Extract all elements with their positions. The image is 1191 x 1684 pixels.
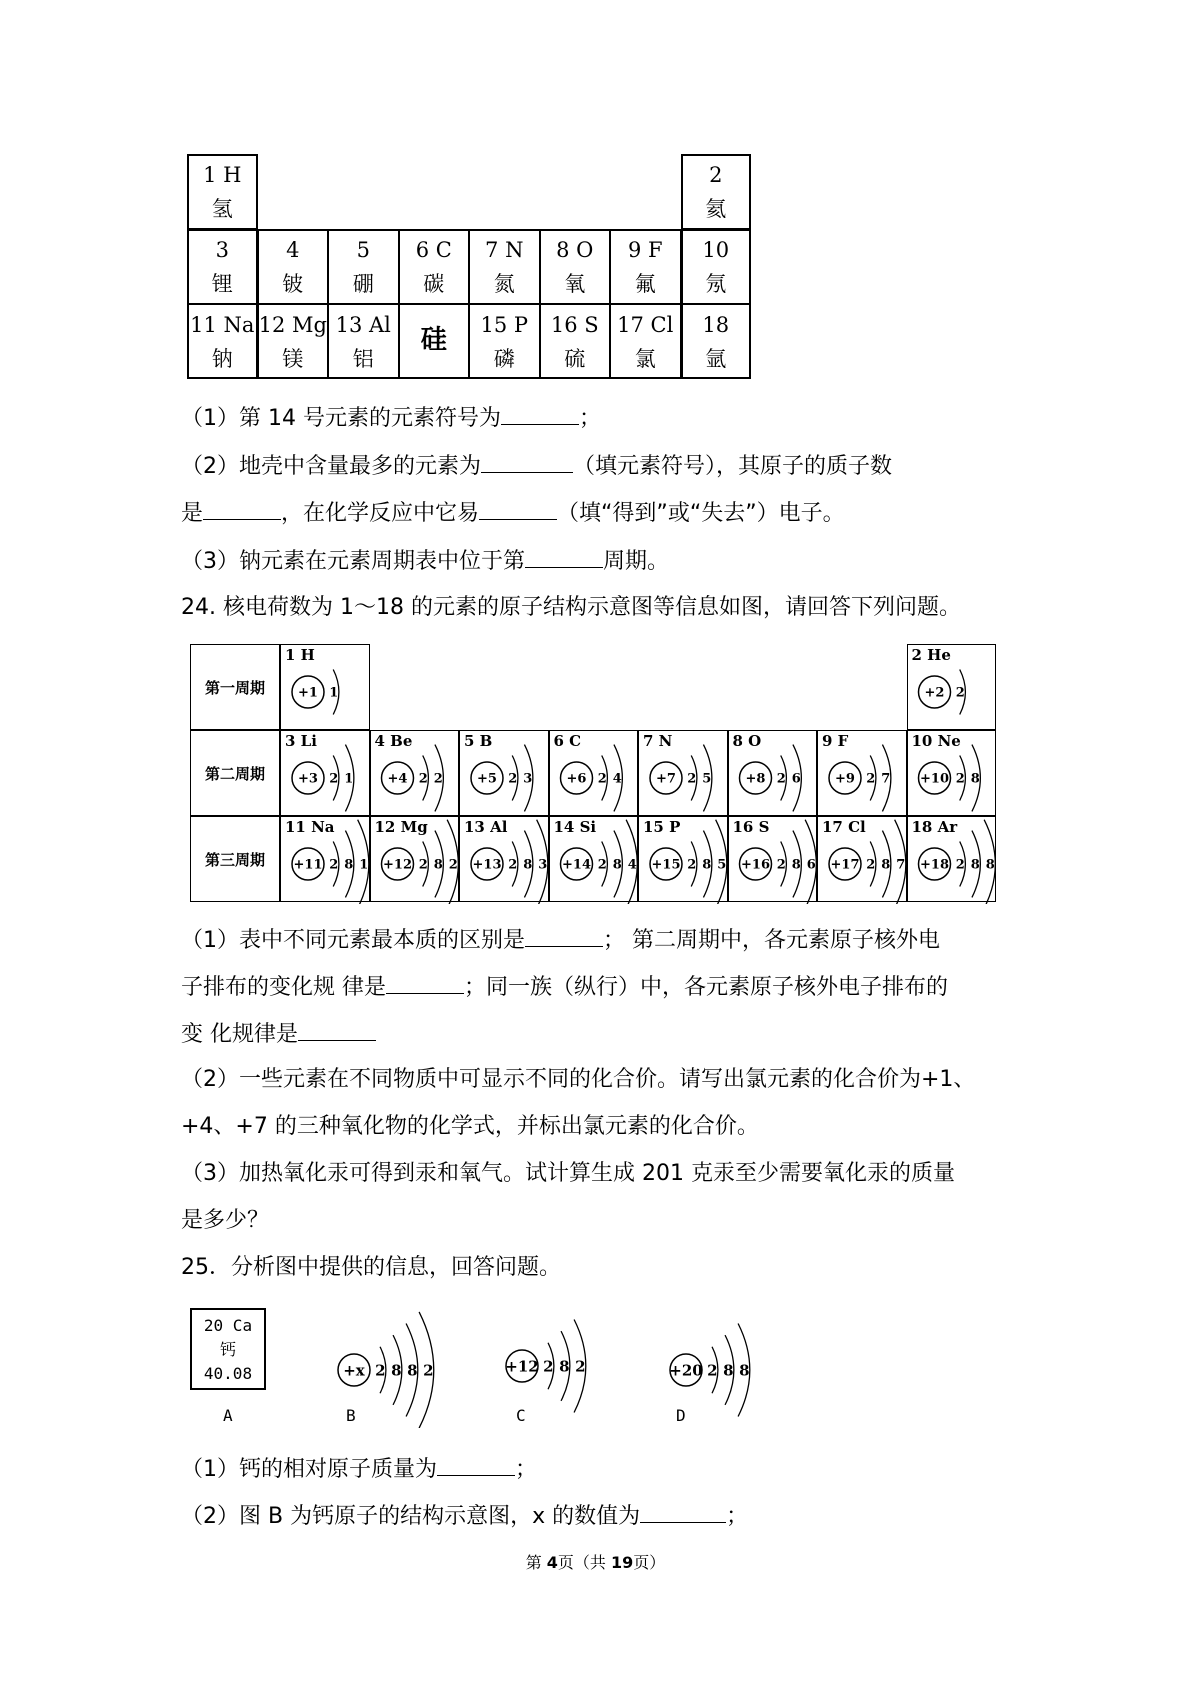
atom-structure-diagram (650, 745, 712, 812)
period-label: 第二周期 (190, 730, 280, 816)
shell-electron-count: 8 (723, 1361, 734, 1380)
atom-structure-diagram (740, 745, 802, 812)
q23-part3 (181, 545, 669, 577)
ca-name: 钙 (219, 1340, 236, 1359)
element-number-symbol: 5 (356, 238, 370, 262)
shell-electron-count: 2 (418, 771, 428, 787)
nucleus-charge: +4 (387, 771, 408, 787)
element-number-symbol: 18 (702, 313, 730, 337)
q23-part2-text: （2）地壳中含量最多的元素为 (181, 454, 481, 479)
atom-diagrams-svg (190, 644, 996, 904)
q23-part1-end: ； (578, 406, 601, 431)
shell-electron-count: 8 (739, 1361, 750, 1380)
shell-electron-count: 8 (791, 857, 801, 873)
shell-electron-count: 1 (359, 857, 369, 873)
q24-part3-cont: 是多少？ (181, 1208, 270, 1233)
shell-electron-count: 4 (612, 771, 622, 787)
shell-electron-count: 8 (612, 857, 622, 873)
element-name: 碳 (423, 272, 445, 296)
shell-electron-count: 4 (627, 857, 637, 873)
q23-part2-text4: ，在化学反应中它易 (281, 501, 480, 526)
q24-part3: （3）加热氧化汞可得到汞和氧气。试计算生成 201 克汞至少需要氧化汞的质量 (181, 1161, 955, 1186)
shell-electron-count: 8 (970, 857, 980, 873)
nucleus-charge: +11 (293, 857, 323, 873)
nucleus-charge: +3 (298, 771, 318, 787)
shell-electron-count: 2 (955, 857, 965, 873)
footer-post: 页） (633, 1553, 666, 1572)
element-name: 氖 (705, 272, 727, 296)
element-label: 2 He (911, 646, 951, 664)
element-name: 氩 (705, 347, 727, 371)
element-name: 磷 (493, 347, 515, 371)
nucleus-charge: +13 (472, 857, 502, 873)
shell-electron-count: 8 (881, 857, 891, 873)
q23-part2-cont (181, 497, 845, 529)
answer-blank[interactable] (386, 971, 464, 994)
shell-electron-count: 8 (702, 857, 712, 873)
nucleus-charge: +10 (920, 771, 949, 787)
shell-electron-count: 3 (538, 857, 548, 873)
shell-electron-count: 2 (866, 857, 876, 873)
element-label: 11 Na (285, 818, 335, 836)
q24-part2: （2）一些元素在不同物质中可显示不同的化合价。请写出氯元素的化合价为+1、 (181, 1067, 976, 1092)
shell-electron-count: 5 (702, 771, 712, 787)
element-number-symbol: 15 P (480, 313, 529, 337)
answer-blank[interactable] (479, 497, 557, 520)
element-name: 钠 (211, 347, 233, 371)
q23-part2-text2: （填元素符号），其原子的质子数 (573, 454, 893, 479)
nucleus-charge: +1 (298, 685, 318, 701)
q24-part1 (181, 924, 940, 956)
q25-part1-text: （1）钙的相对原子质量为 (181, 1457, 437, 1482)
shell-electron-count: 8 (985, 857, 995, 873)
shell-electron-count: 2 (866, 771, 876, 787)
element-label: 14 Si (553, 818, 597, 836)
shell-electron-count: 6 (791, 771, 801, 787)
element-number-symbol: 17 Cl (617, 313, 674, 337)
footer-total-pages: 19 (611, 1553, 634, 1572)
atomic-structure-table (190, 644, 996, 904)
atom-diagrams-svg (186, 1308, 786, 1428)
q24-part2-cont: +4、+7 的三种氧化物的化学式，并标出氯元素的化合价。 (181, 1114, 759, 1139)
figure-label: B (346, 1406, 356, 1425)
atom-structure-diagram (829, 820, 906, 904)
shell-electron-count: 8 (559, 1357, 570, 1376)
element-name: 硅 (420, 325, 447, 355)
element-number-symbol: 1 H (203, 163, 242, 187)
atom-structure-diagram (505, 1320, 586, 1413)
shell-electron-count: 8 (523, 857, 533, 873)
period-label: 第一周期 (190, 644, 280, 730)
nucleus-charge: +5 (477, 771, 497, 787)
shell-electron-count: 2 (543, 1357, 554, 1376)
element-name: 锂 (211, 272, 233, 296)
q24-part1-text4: ；同一族（纵行）中，各元素原子核外电子排布的 (464, 975, 949, 1000)
page-footer (0, 1550, 1191, 1573)
q24-part1-text5: 变 化规律是 (181, 1022, 298, 1047)
shell-electron-count: 2 (418, 857, 428, 873)
atom-structure-diagram (471, 820, 548, 904)
ca-mass: 40.08 (203, 1364, 253, 1383)
shell-electron-count: 5 (717, 857, 727, 873)
nucleus-charge: +9 (835, 771, 855, 787)
element-name: 氟 (634, 272, 656, 296)
ca-number-symbol: 20 Ca (203, 1316, 253, 1335)
shell-electron-count: 2 (687, 857, 697, 873)
shell-electron-count: 2 (508, 857, 518, 873)
answer-blank[interactable] (298, 1018, 376, 1041)
element-name: 硫 (564, 347, 586, 371)
atom-structure-diagram (919, 820, 996, 904)
q24-part1-text3: 子排布的变化规 律是 (181, 975, 386, 1000)
atom-structure-diagram (829, 745, 891, 812)
element-label: 3 Li (285, 732, 317, 750)
shell-electron-count: 2 (423, 1361, 434, 1380)
shell-electron-count: 2 (955, 685, 965, 701)
answer-blank[interactable] (525, 545, 603, 568)
element-name: 氯 (634, 347, 656, 371)
nucleus-charge: +20 (669, 1361, 703, 1380)
atom-structure-diagram (561, 820, 638, 904)
element-name: 氦 (705, 197, 727, 221)
shell-electron-count: 2 (329, 771, 339, 787)
element-label: 18 Ar (911, 818, 958, 836)
nucleus-charge: +16 (741, 857, 770, 873)
shell-electron-count: 2 (707, 1361, 718, 1380)
q24-title: 24. 核电荷数为 1～18 的元素的原子结构示意图等信息如图，请回答下列问题。 (181, 595, 961, 620)
element-name: 氮 (493, 272, 515, 296)
element-name: 硼 (352, 272, 374, 296)
answer-blank[interactable] (525, 924, 603, 947)
atom-structure-diagram (740, 820, 817, 904)
shell-electron-count: 6 (806, 857, 816, 873)
shell-electron-count: 2 (375, 1361, 386, 1380)
element-label: 6 C (553, 732, 582, 750)
nucleus-charge: +7 (656, 771, 676, 787)
q23-part2-text3: 是 (181, 501, 204, 526)
q25-part1-end: ； (515, 1457, 538, 1482)
shell-electron-count: 2 (508, 771, 518, 787)
element-name: 镁 (282, 347, 304, 371)
nucleus-charge: +8 (745, 771, 766, 787)
element-name: 氧 (564, 272, 586, 296)
shell-electron-count: 2 (433, 771, 443, 787)
element-label: 12 Mg (374, 818, 428, 836)
period-label: 第三周期 (190, 816, 280, 902)
element-number-symbol: 8 O (556, 238, 594, 262)
atom-structure-diagram (561, 745, 623, 812)
periodic-table-1 (187, 154, 751, 382)
element-label: 5 B (464, 732, 493, 750)
element-number-symbol: 6 C (415, 238, 452, 262)
element-number-symbol: 10 (702, 238, 730, 262)
shell-electron-count: 2 (329, 857, 339, 873)
nucleus-charge: +12 (505, 1357, 539, 1376)
nucleus-charge: +12 (383, 857, 412, 873)
atom-structure-diagram (650, 820, 727, 904)
q25-title: 25．分析图中提供的信息，回答问题。 (181, 1255, 561, 1280)
shell-electron-count: 3 (523, 771, 533, 787)
atom-structure-diagram (292, 669, 339, 714)
nucleus-charge: +2 (924, 685, 945, 701)
q23-part2 (181, 450, 892, 482)
element-name: 氢 (211, 197, 233, 221)
shell-electron-count: 2 (597, 771, 607, 787)
shell-electron-count: 2 (687, 771, 697, 787)
q23-part2-text5: （填“得到”或“失去”）电子。 (557, 501, 845, 526)
shell-electron-count: 8 (344, 857, 354, 873)
element-name: 铍 (282, 272, 304, 296)
nucleus-charge: +x (343, 1361, 365, 1380)
table-frame (187, 229, 751, 379)
q25-part2 (181, 1500, 748, 1532)
shell-electron-count: 1 (344, 771, 354, 787)
element-label: 4 Be (374, 732, 413, 750)
nucleus-charge: +18 (920, 857, 949, 873)
q24-part1-cont (181, 971, 948, 1003)
q23-part1 (181, 402, 601, 434)
answer-blank[interactable] (640, 1500, 726, 1523)
element-number-symbol: 16 S (550, 313, 599, 337)
shell-electron-count: 7 (896, 857, 906, 873)
nucleus-charge: +17 (830, 857, 860, 873)
q24-part1-text2: ； 第二周期中，各元素原子核外电 (603, 928, 940, 953)
shell-electron-count: 2 (776, 857, 786, 873)
element-number-symbol: 2 (709, 163, 723, 187)
footer-page-number: 4 (546, 1553, 558, 1572)
element-label: 16 S (732, 818, 770, 836)
q23-part3-text: （3）钠元素在元素周期表中位于第 (181, 549, 525, 574)
element-label: 7 N (643, 732, 673, 750)
element-label: 1 H (285, 646, 315, 664)
shell-electron-count: 8 (433, 857, 443, 873)
q24-part1-cont2 (181, 1018, 376, 1050)
element-label: 8 O (732, 732, 762, 750)
answer-blank[interactable] (481, 450, 573, 473)
shell-electron-count: 2 (776, 771, 786, 787)
atom-structure-diagram (669, 1324, 750, 1417)
element-label: 15 P (643, 818, 681, 836)
shell-electron-count: 2 (955, 771, 965, 787)
shell-electron-count: 7 (881, 771, 891, 787)
q25-part1 (181, 1453, 537, 1485)
answer-blank[interactable] (437, 1453, 515, 1476)
atom-structure-diagram (292, 820, 369, 904)
q23-part1-text: （1）第 14 号元素的元素符号为 (181, 406, 501, 431)
shell-electron-count: 1 (329, 685, 339, 701)
atom-structure-diagram (382, 745, 444, 812)
figure-label: D (676, 1406, 686, 1425)
q25-part2-text: （2）图 B 为钙原子的结构示意图，x 的数值为 (181, 1504, 641, 1529)
nucleus-charge: +6 (566, 771, 587, 787)
calcium-figure (186, 1308, 786, 1428)
answer-blank[interactable] (501, 402, 579, 425)
element-number-symbol: 13 Al (335, 313, 391, 337)
q25-part2-end: ； (726, 1504, 749, 1529)
element-number-symbol: 7 N (485, 238, 524, 262)
shell-electron-count: 8 (391, 1361, 402, 1380)
answer-blank[interactable] (203, 497, 281, 520)
shell-electron-count: 2 (575, 1357, 586, 1376)
element-number-symbol: 9 F (627, 238, 663, 262)
shell-electron-count: 8 (970, 771, 980, 787)
nucleus-charge: +15 (651, 857, 681, 873)
q23-part3-end: 周期。 (603, 549, 670, 574)
element-number-symbol: 12 Mg (258, 313, 327, 337)
q24-part1-text: （1）表中不同元素最本质的区别是 (181, 928, 525, 953)
shell-electron-count: 2 (597, 857, 607, 873)
shell-electron-count: 2 (448, 857, 458, 873)
element-label: 9 F (822, 732, 849, 750)
element-label: 17 Cl (822, 818, 866, 836)
atom-structure-diagram (382, 820, 459, 904)
shell-electron-count: 8 (407, 1361, 418, 1380)
element-label: 13 Al (464, 818, 508, 836)
atom-structure-diagram (292, 745, 354, 812)
element-label: 10 Ne (911, 732, 961, 750)
footer-pre: 第 (525, 1553, 547, 1572)
footer-mid: 页（共 (557, 1553, 612, 1572)
atom-structure-diagram (919, 669, 966, 714)
element-number-symbol: 4 (286, 238, 300, 262)
atom-structure-diagram (919, 745, 981, 812)
figure-label: C (516, 1406, 526, 1425)
element-name: 铝 (352, 347, 374, 371)
element-number-symbol: 11 Na (190, 313, 255, 337)
atom-structure-diagram (471, 745, 533, 812)
element-number-symbol: 3 (215, 238, 229, 262)
nucleus-charge: +14 (562, 857, 591, 873)
figure-label-a: A (223, 1406, 233, 1425)
